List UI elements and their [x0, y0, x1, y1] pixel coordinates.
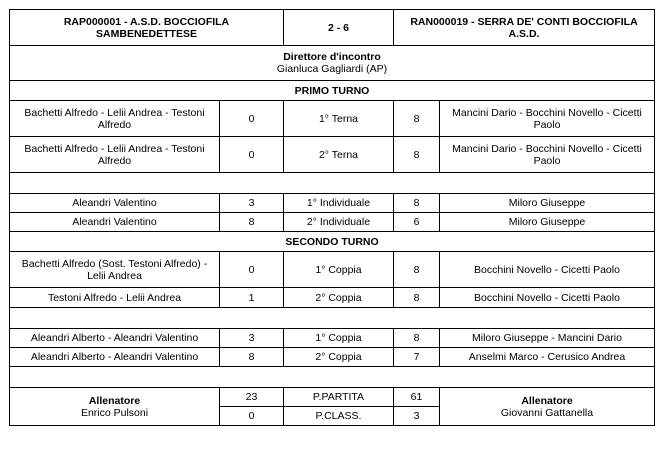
away-score: 8: [394, 329, 440, 348]
section-title-secondo-turno: SECONDO TURNO: [10, 232, 655, 252]
match-row: [10, 329, 655, 348]
header-row: [10, 10, 655, 46]
home-score: 3: [220, 329, 284, 348]
away-score: 6: [394, 213, 440, 232]
away-score: 8: [394, 137, 440, 173]
class-label: P.CLASS.: [284, 407, 394, 426]
away-players: Mancini Dario - Bocchini Novello - Cicetti Paolo: [440, 137, 655, 173]
match-row: [10, 101, 655, 137]
home-players: Bachetti Alfredo (Sost. Testoni Alfredo) - Lelii Andrea: [10, 252, 220, 288]
away-coach-name: Giovanni Gattanella: [500, 406, 594, 419]
home-coach-name: Enrico Pulsoni: [80, 406, 149, 419]
away-partita-points: 61: [394, 388, 440, 407]
away-score: 8: [394, 252, 440, 288]
empty-cell: [10, 308, 655, 329]
game-label: 2° Coppia: [284, 288, 394, 308]
home-score: 3: [220, 194, 284, 213]
away-players: Mancini Dario - Bocchini Novello - Cicetti Paolo: [440, 101, 655, 137]
empty-cell: [10, 173, 655, 194]
home-players: Aleandri Alberto - Aleandri Valentino: [10, 348, 220, 367]
partita-label: P.PARTITA: [284, 388, 394, 407]
empty-row: [10, 367, 655, 388]
away-players: Miloro Giuseppe: [440, 194, 655, 213]
home-players: Bachetti Alfredo - Lelii Andrea - Testoni Alfredo: [10, 137, 220, 173]
away-score: 8: [394, 101, 440, 137]
home-partita-points: 23: [220, 388, 284, 407]
away-coach-label: Allenatore: [521, 394, 573, 407]
away-score: 7: [394, 348, 440, 367]
game-label: 2° Terna: [284, 137, 394, 173]
home-score: 0: [220, 252, 284, 288]
home-team-name: RAP000001 - A.S.D. BOCCIOFILA SAMBENEDETTESE: [10, 10, 284, 46]
game-label: 1° Coppia: [284, 252, 394, 288]
away-players: Bocchini Novello - Cicetti Paolo: [440, 288, 655, 308]
away-score: 8: [394, 288, 440, 308]
home-score: 8: [220, 213, 284, 232]
home-players: Aleandri Valentino: [10, 194, 220, 213]
match-score: 2 - 6: [284, 10, 394, 46]
away-coach-cell: [440, 388, 655, 426]
home-players: Bachetti Alfredo - Lelii Andrea - Testoni Alfredo: [10, 101, 220, 137]
game-label: 1° Coppia: [284, 329, 394, 348]
empty-cell: [10, 367, 655, 388]
section-row: [10, 232, 655, 252]
home-coach-cell: [10, 388, 220, 426]
away-players: Bocchini Novello - Cicetti Paolo: [440, 252, 655, 288]
away-score: 8: [394, 194, 440, 213]
match-report-table: [9, 9, 655, 426]
director-title: Direttore d'incontro: [283, 51, 381, 63]
director-row: [10, 46, 655, 81]
empty-row: [10, 173, 655, 194]
home-players: Aleandri Alberto - Aleandri Valentino: [10, 329, 220, 348]
game-label: 1° Individuale: [284, 194, 394, 213]
home-score: 1: [220, 288, 284, 308]
away-team-name: RAN000019 - SERRA DE' CONTI BOCCIOFILA A.S.D.: [394, 10, 655, 46]
game-label: 2° Individuale: [284, 213, 394, 232]
match-row: [10, 213, 655, 232]
footer-row-partita: [10, 388, 655, 407]
match-row: [10, 288, 655, 308]
home-players: Aleandri Valentino: [10, 213, 220, 232]
away-players: Miloro Giuseppe - Mancini Dario: [440, 329, 655, 348]
home-players: Testoni Alfredo - Lelii Andrea: [10, 288, 220, 308]
match-row: [10, 348, 655, 367]
away-class-points: 3: [394, 407, 440, 426]
match-row: [10, 194, 655, 213]
director-name: Gianluca Gagliardi (AP): [276, 63, 388, 75]
home-class-points: 0: [220, 407, 284, 426]
section-title-primo-turno: PRIMO TURNO: [10, 81, 655, 101]
away-players: Anselmi Marco - Cerusico Andrea: [440, 348, 655, 367]
home-score: 0: [220, 101, 284, 137]
home-score: 0: [220, 137, 284, 173]
director-cell: [10, 46, 655, 81]
empty-row: [10, 308, 655, 329]
home-score: 8: [220, 348, 284, 367]
away-players: Miloro Giuseppe: [440, 213, 655, 232]
match-row: [10, 252, 655, 288]
game-label: 2° Coppia: [284, 348, 394, 367]
home-coach-label: Allenatore: [88, 394, 141, 407]
match-row: [10, 137, 655, 173]
section-row: [10, 81, 655, 101]
game-label: 1° Terna: [284, 101, 394, 137]
